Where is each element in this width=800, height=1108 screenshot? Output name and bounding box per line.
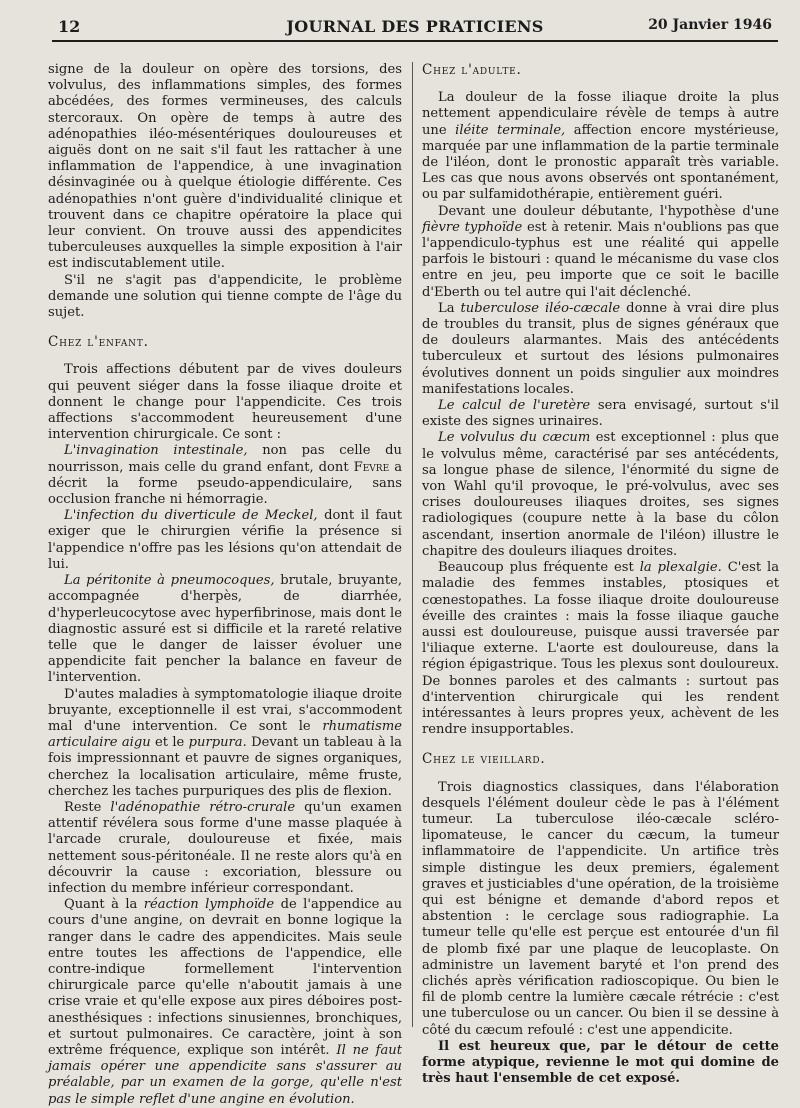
- paragraph: [422, 301, 779, 398]
- text-span: brutale, bruyante, accompagnée d'herpès, de diarrhée, d'hyperleucocytose avec hyperfibrinose, mais dont le diagnostic assuré est si difficile et la rareté relative telle que le danger de laisser évoluer une appendicite fait pencher la balance en faveur de l'intervention.: [48, 573, 403, 686]
- text-span: affection encore mystérieuse, marquée par une inflammation de la partie terminale de l'iléon, dont le pronostic apparaît très variable. Les cas que nous avons observés ont spontanément, ou par sulfamidothérapie, entièrement guéri.: [422, 122, 780, 203]
- italic-term: L'infection du diverticule de Meckel,: [64, 508, 318, 524]
- text-span: La douleur de la fosse iliaque droite la plus nettement appendiculaire révèle de temps à autre une: [422, 90, 779, 138]
- paragraph: [48, 897, 402, 1108]
- paragraph: [48, 573, 402, 686]
- paragraph: [422, 204, 779, 301]
- text-span: D'autes maladies à symptomatologie iliaque droite bruyante, exceptionnelle il est vrai, s'accommodent mal d'une intervention. Ce sont le: [48, 686, 402, 734]
- text-span: a décrit la forme pseudo-appendiculaire, sans occlusion franche ni hémorragie.: [48, 459, 403, 508]
- section-heading-enfant: Chez l'enfant.: [48, 334, 149, 351]
- text-span: et le: [150, 735, 189, 751]
- paragraph: [422, 398, 779, 430]
- italic-term: L'invagination intestinale,: [64, 443, 248, 459]
- paragraph: S'il ne s'agit pas d'appendicite, le problème demande une solution qui tienne compte de l'âge du sujet.: [48, 272, 402, 321]
- section-heading-adulte: Chez l'adulte.: [422, 62, 522, 78]
- text-span: Quant à la: [64, 897, 144, 913]
- italic-term: rhumatisme articulaire aigu: [48, 718, 402, 751]
- paragraph: [48, 508, 402, 573]
- italic-term: purpura.: [188, 735, 247, 751]
- page-number: 12: [58, 17, 81, 36]
- paragraph: Trois affections débutent par de vives douleurs qui peuvent siéger dans la fosse iliaque droite et donnent le change pour l'appendicite. Ces trois affections s'accommodent heureusement d'une intervention chirurgicale. Ce sont :: [48, 362, 402, 443]
- italic-term: iléite terminale,: [455, 122, 566, 138]
- text-span: non pas celle du nourrisson, mais celle du grand enfant, dont: [48, 443, 402, 475]
- text-span: est à retenir. Mais n'oublions pas que l'appendiculo-typhus est une réalité qui appelle parfois le bistouri : quand le mécanisme du vase clos entre en jeu, peu importe que ce soit le bacille d'Eberth ou tel autre qui l'ait déclenché.: [422, 219, 779, 300]
- right-column: [422, 62, 780, 1087]
- closing-paragraph: Il est heureux que, par le détour de cette forme atypique, revienne le mot qui domine de très haut l'ensemble de cet exposé.: [422, 1038, 779, 1087]
- left-column: [48, 62, 403, 1107]
- paragraph: [422, 90, 779, 203]
- paragraph: [422, 430, 779, 560]
- italic-term: La péritonite à pneumocoques,: [64, 573, 275, 589]
- text-span: C'est la maladie des femmes instables, ptosiques et cœnestopathes. La fosse iliaque droite douloureuse éveille des craintes : mais la fosse iliaque gauche aussi est douloureuse, puisque aussi traversée par l'iliaque externe. L'aorte est douloureuse, dans la région épigastrique. Tous les plexus sont douloureux. De bonnes paroles et des calmants : surtout pas d'intervention chirurgicale qui les rendent intéressantes à leurs propres yeux, achèvent de les rendre insupportables.: [422, 560, 779, 738]
- text-span: Devant une douleur débutante, l'hypothèse d'une: [438, 203, 779, 219]
- italic-term: réaction lymphoïde: [143, 897, 275, 913]
- italic-term: Le calcul de l'uretère: [438, 398, 591, 414]
- running-header: [52, 14, 778, 42]
- paragraph: Trois diagnostics classiques, dans l'élaboration desquels l'élément douleur cède le pas à l'élément tumeur. La tuberculose iléo-cæcale scléro-lipomateuse, le cancer du cæcum, la tumeur inflammatoire de l'appendicite. Un artifice très simple distingue les deux premiers, également graves et justiciables d'une opération, de la troisième qui est bénigne et demande d'abord repos et abstention : le cerclage sous radiographie. La tumeur telle qu'elle est perçue est entourée d'un fil de plomb fixé par une plaque de leucoplaste. On administre un lavement baryté et l'on prend des clichés après vérification radioscopique. Ou bien le fil de plomb centre la lumière cæcale rétrécie : c'est une tuberculose ou un cancer. Ou bien il se dessine à côté du cæcum refoulé : c'est une appendicite.: [422, 779, 779, 1038]
- text-span: Devant un tableau à la fois impressionnant et pauvre de signes organiques, cherchez la localisation articulaire, même fruste, cherchez les taches purpuriques des plis de flexion.: [48, 735, 402, 799]
- paragraph: [422, 560, 779, 738]
- italic-term: la plexalgie.: [639, 560, 722, 576]
- text-span: sera envisagé, surtout s'il existe des signes urinaires.: [422, 398, 779, 430]
- italic-emphasis: Il ne faut jamais opérer une appendicite sans s'assurer au préalable, par un examen de la gorge, qu'elle n'est pas le simple reflet d'une angine en évolution.: [48, 1042, 402, 1107]
- italic-term: Le volvulus du cæcum: [438, 430, 591, 446]
- text-span: Reste: [64, 799, 111, 815]
- text-span: donne à vrai dire plus de troubles du transit, plus de signes généraux que de douleurs alarmantes. Mais des antécédents tuberculeux et surtout des lésions pulmonaires évolutives donnent un poids singulier aux moindres manifestations locales.: [422, 300, 779, 397]
- text-span: de l'appendice au cours d'une angine, on devrait en bonne logique la ranger dans le cadre des appendicites. Mais seule entre toutes les affections de l'appendice, elle contre-indique formellement l'intervention chirurgicale parce qu'elle n'aboutit jamais à une crise vraie et qu'elle expose aux pires déboires post-anesthésiques : infections sinusiennes, bronchiques, et surtout pulmonaires. Ce caractère, joint à son extrême fréquence, explique son intérêt.: [48, 897, 403, 1058]
- italic-term: fièvre typhoïde: [422, 219, 523, 235]
- journal-title: JOURNAL DES PRATICIENS: [286, 17, 544, 36]
- paragraph: [48, 443, 402, 508]
- text-span: La: [438, 300, 461, 316]
- text-span: est exceptionnel : plus que le volvulus même, caractérisé par ses antécédents, sa longue phase de silence, l'énormité du signe de von Wahl qu'il provoque, le pré-volvulus, avec ses crises douloureuses iliaques droites, ses signes radiologiques (coupure nette à la base du côlon ascendant, insertion anormale de l'iléon) illustre le chapitre des douleurs iliaques droites.: [422, 430, 779, 559]
- italic-term: tuberculose iléo-cæcale: [460, 300, 621, 316]
- italic-term: l'adénopathie rétro-crurale: [110, 799, 296, 815]
- section-heading-vieillard: Chez le vieillard.: [422, 751, 546, 768]
- text-span: Beaucoup plus fréquente est: [438, 560, 640, 576]
- paragraph: [48, 800, 402, 897]
- text-span: dont il faut exiger que le chirurgien vérifie la présence si l'appendice n'offre pas les lésions qu'on attendait de lui.: [48, 508, 403, 572]
- author-name: Fevre: [353, 459, 390, 475]
- paragraph: [48, 687, 402, 800]
- issue-date: 20 Janvier 1946: [648, 17, 772, 33]
- text-span: qu'un examen attentif révélera sous forme d'une masse plaquée à l'arcade crurale, douloureuse et fixée, mais nettement sous-péritonéale. Il ne reste alors qu'à en découvrir la cause : excoriation, blessure ou infection du membre inférieur correspondant.: [48, 799, 402, 896]
- column-divider: [412, 62, 413, 1027]
- paragraph: signe de la douleur on opère des torsions, des volvulus, des inflammations simples, des formes abcédées, des formes vermineuses, des calculs stercoraux. On opère de temps à autre des adénopathies iléo-mésentériques douloureuses et aiguës dont on ne sait s'il faut les rattacher à une inflammation de l'appendice, à une invagination désinvaginée ou à quelque étiologie différente. Ces adénopathies n'ont guère d'individualité clinique et trouvent dans ce chapitre opératoire la place qui leur convient. On trouve aussi des appendicites tuberculeuses auxquelles la simple exposition à l'air est indiscutablement utile.: [48, 62, 402, 272]
